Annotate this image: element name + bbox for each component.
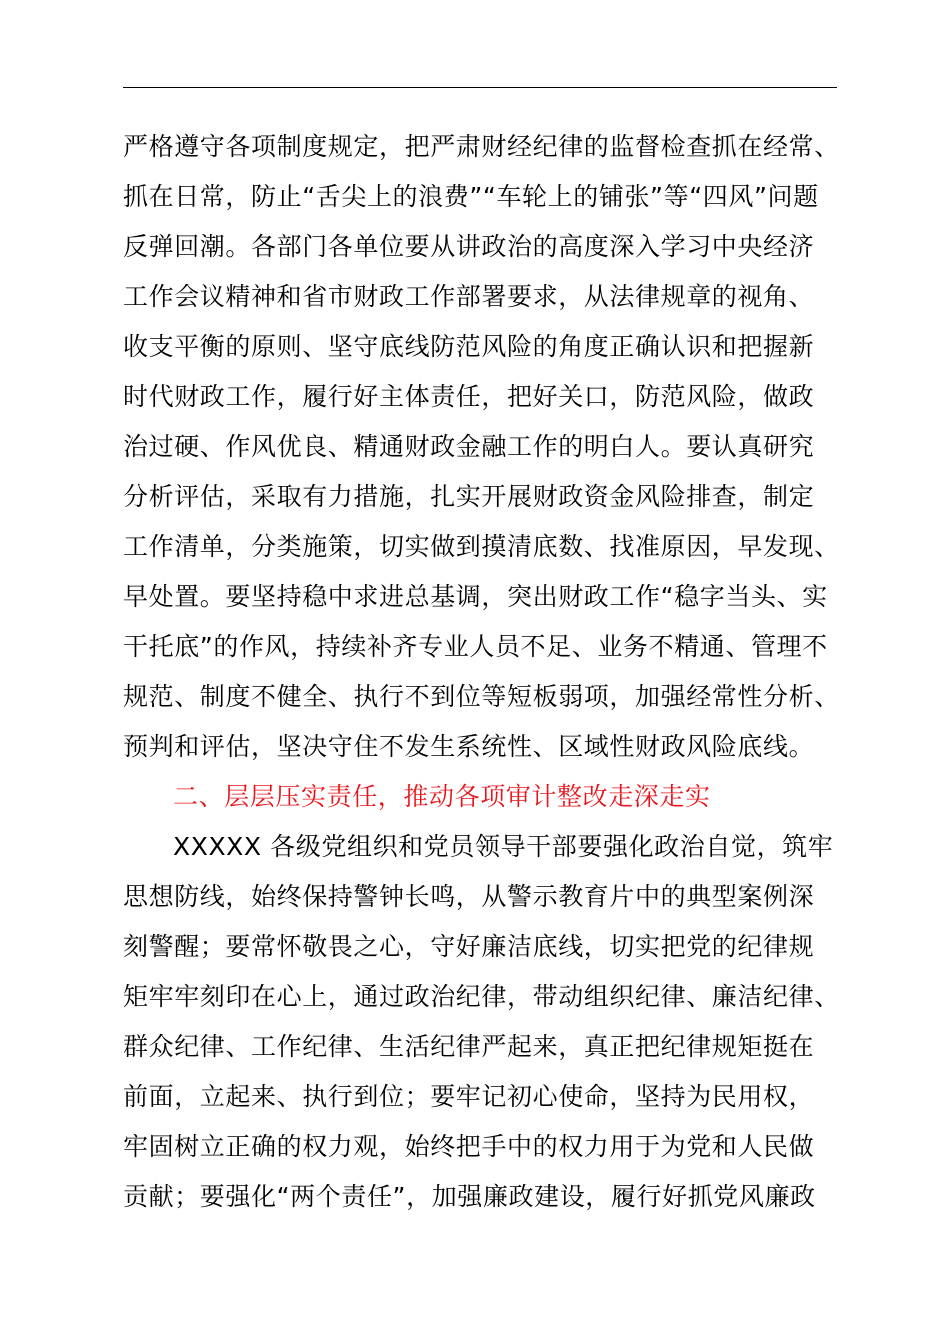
paragraph-1-line: 抓在日常，防止“舌尖上的浪费”“车轮上的铺张”等“四风”问题 (123, 182, 819, 211)
paragraph-1-line: 严格遵守各项制度规定，把严肃财经纪律的监督检查抓在经常、 (123, 132, 840, 161)
section-heading: 二、层层压实责任，推动各项审计整改走深走实 (173, 782, 711, 811)
paragraph-2-line: 思想防线，始终保持警钟长鸣，从警示教育片中的典型案例深 (123, 882, 815, 911)
paragraph-2 (123, 822, 853, 1222)
paragraph-2-line: 牢固树立正确的权力观，始终把手中的权力用于为党和人民做 (123, 1132, 815, 1161)
paragraph-1-line: 收支平衡的原则、坚守底线防范风险的角度正确认识和把握新 (123, 332, 815, 361)
paragraph-1-line: 分析评估，采取有力措施，扎实开展财政资金风险排查，制定 (123, 482, 815, 511)
paragraph-1-line: 预判和评估，坚决守住不发生系统性、区域性财政风险底线。 (123, 732, 815, 761)
paragraph-1-line: 时代财政工作，履行好主体责任，把好关口，防范风险，做政 (123, 382, 815, 411)
paragraph-1-line: 干托底”的作风，持续补齐专业人员不足、业务不精通、管理不 (123, 632, 828, 661)
paragraph-1-line: 反弹回潮。各部门各单位要从讲政治的高度深入学习中央经济 (123, 232, 815, 261)
paragraph-1-line: 治过硬、作风优良、精通财政金融工作的明白人。要认真研究 (123, 432, 815, 461)
paragraph-2-line: 矩牢牢刻印在心上，通过政治纪律，带动组织纪律、廉洁纪律、 (123, 982, 840, 1011)
document-body (123, 122, 853, 1222)
paragraph-1-line: 工作会议精神和省市财政工作部署要求，从法律规章的视角、 (123, 282, 815, 311)
header-rule (123, 87, 837, 88)
paragraph-1-line: 早处置。要坚持稳中求进总基调，突出财政工作“稳字当头、实 (123, 582, 828, 611)
paragraph-1-line: 工作清单，分类施策，切实做到摸清底数、找准原因，早发现、 (123, 532, 840, 561)
paragraph-2-line: 群众纪律、工作纪律、生活纪律严起来，真正把纪律规矩挺在 (123, 1032, 815, 1061)
paragraph-1 (123, 122, 853, 772)
paragraph-2-line: 刻警醒；要常怀敬畏之心，守好廉洁底线，切实把党的纪律规 (123, 932, 815, 961)
paragraph-2-line: 前面，立起来、执行到位；要牢记初心使命，坚持为民用权， (123, 1082, 815, 1111)
paragraph-2-line: XXXXX 各级党组织和党员领导干部要强化政治自觉，筑牢 (173, 832, 834, 861)
paragraph-1-line: 规范、制度不健全、执行不到位等短板弱项，加强经常性分析、 (123, 682, 840, 711)
paragraph-2-line: 贡献；要强化“两个责任”，加强廉政建设，履行好抓党风廉政 (123, 1182, 816, 1211)
